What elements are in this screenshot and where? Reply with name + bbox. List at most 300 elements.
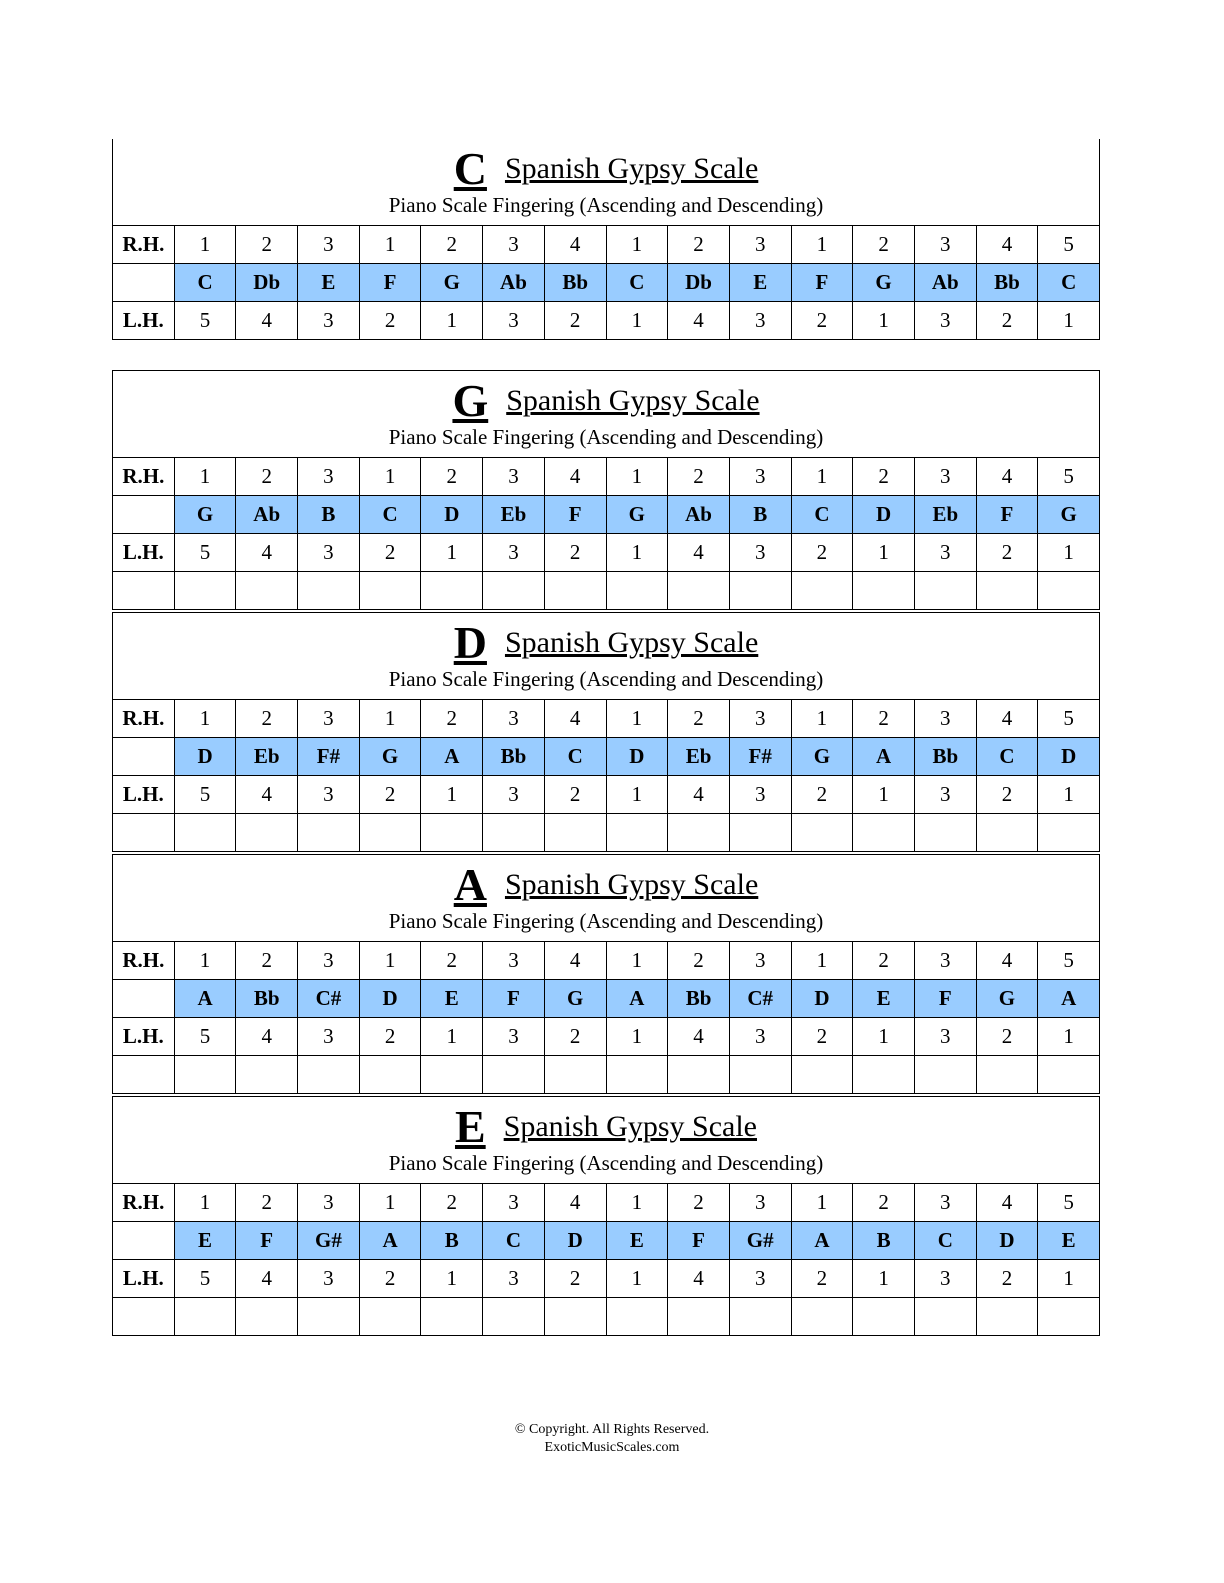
note-cell: Bb — [914, 738, 976, 776]
empty-cell — [1038, 1298, 1100, 1336]
note-cell: E — [174, 1222, 236, 1260]
rh-finger-cell: 2 — [668, 942, 730, 980]
rh-finger-cell: 2 — [853, 700, 915, 738]
empty-cell — [791, 814, 853, 852]
scale-table — [112, 1096, 1100, 1336]
rh-finger-cell: 1 — [359, 942, 421, 980]
empty-cell — [729, 1056, 791, 1094]
row-label — [113, 1056, 175, 1094]
note-cell: D — [1038, 738, 1100, 776]
empty-cell — [853, 1056, 915, 1094]
scale-name: Spanish Gypsy Scale — [504, 152, 759, 185]
note-cell: F — [791, 264, 853, 302]
rh-finger-cell: 1 — [791, 1184, 853, 1222]
empty-cell — [914, 572, 976, 610]
empty-cell — [298, 814, 360, 852]
empty-cell — [298, 1056, 360, 1094]
note-cell: Ab — [914, 264, 976, 302]
lh-finger-cell: 1 — [1038, 776, 1100, 814]
note-cell: A — [421, 738, 483, 776]
rh-finger-cell: 1 — [606, 700, 668, 738]
lh-finger-cell: 2 — [544, 302, 606, 340]
empty-cell — [236, 572, 298, 610]
rh-finger-cell: 4 — [976, 1184, 1038, 1222]
rh-finger-cell: 2 — [668, 458, 730, 496]
rh-finger-cell: 1 — [606, 458, 668, 496]
rh-finger-cell: 4 — [544, 1184, 606, 1222]
empty-cell — [421, 572, 483, 610]
row-label — [113, 496, 175, 534]
note-cell: D — [544, 1222, 606, 1260]
lh-finger-cell: 2 — [359, 1018, 421, 1056]
row-label — [113, 572, 175, 610]
rh-finger-cell: 4 — [976, 942, 1038, 980]
rh-row — [113, 458, 1100, 496]
note-cell: G — [544, 980, 606, 1018]
rh-finger-cell: 3 — [298, 700, 360, 738]
lh-finger-cell: 3 — [914, 534, 976, 572]
rh-finger-cell: 1 — [791, 942, 853, 980]
site-name: ExoticMusicScales.com — [544, 1440, 680, 1455]
lh-finger-cell: 1 — [606, 1018, 668, 1056]
empty-cell — [174, 1056, 236, 1094]
scale-subtitle: Piano Scale Fingering (Ascending and Descending) — [388, 909, 824, 933]
blank-row — [113, 1298, 1100, 1336]
scale-table — [112, 139, 1100, 340]
empty-cell — [853, 572, 915, 610]
empty-cell — [606, 1298, 668, 1336]
row-label: R.H. — [113, 942, 175, 980]
note-cell: F — [668, 1222, 730, 1260]
lh-finger-cell: 5 — [174, 302, 236, 340]
note-cell: F# — [298, 738, 360, 776]
note-cell: C — [544, 738, 606, 776]
lh-finger-cell: 1 — [853, 302, 915, 340]
lh-finger-cell: 3 — [729, 1260, 791, 1298]
rh-finger-cell: 3 — [914, 226, 976, 264]
note-cell: Bb — [976, 264, 1038, 302]
notes-row — [113, 738, 1100, 776]
note-cell: Ab — [236, 496, 298, 534]
note-cell: C — [914, 1222, 976, 1260]
empty-cell — [606, 814, 668, 852]
rh-finger-cell: 2 — [853, 226, 915, 264]
note-cell: E — [729, 264, 791, 302]
rh-finger-cell: 4 — [544, 458, 606, 496]
note-cell: F — [236, 1222, 298, 1260]
empty-cell — [174, 814, 236, 852]
note-cell: F — [976, 496, 1038, 534]
rh-finger-cell: 3 — [914, 458, 976, 496]
rh-finger-cell: 1 — [359, 700, 421, 738]
rh-finger-cell: 1 — [606, 942, 668, 980]
rh-finger-cell: 2 — [421, 1184, 483, 1222]
lh-finger-cell: 5 — [174, 776, 236, 814]
lh-row — [113, 534, 1100, 572]
lh-finger-cell: 3 — [298, 1018, 360, 1056]
rh-finger-cell: 3 — [729, 700, 791, 738]
lh-finger-cell: 2 — [791, 776, 853, 814]
lh-finger-cell: 1 — [853, 1018, 915, 1056]
lh-finger-cell: 4 — [236, 1260, 298, 1298]
note-cell: B — [853, 1222, 915, 1260]
note-cell: E — [606, 1222, 668, 1260]
blank-row — [113, 814, 1100, 852]
row-label: L.H. — [113, 534, 175, 572]
note-cell: E — [421, 980, 483, 1018]
lh-finger-cell: 1 — [421, 534, 483, 572]
rh-finger-cell: 4 — [976, 458, 1038, 496]
empty-cell — [236, 1056, 298, 1094]
rh-finger-cell: 2 — [853, 942, 915, 980]
rh-finger-cell: 3 — [483, 226, 545, 264]
rh-finger-cell: 1 — [174, 458, 236, 496]
empty-cell — [483, 1056, 545, 1094]
lh-finger-cell: 4 — [668, 1018, 730, 1056]
lh-row — [113, 776, 1100, 814]
lh-finger-cell: 4 — [236, 776, 298, 814]
rh-finger-cell: 1 — [359, 226, 421, 264]
rh-finger-cell: 1 — [791, 226, 853, 264]
scale-title-cell — [113, 613, 1100, 700]
empty-cell — [421, 1056, 483, 1094]
rh-finger-cell: 3 — [729, 226, 791, 264]
empty-cell — [791, 1056, 853, 1094]
empty-cell — [544, 814, 606, 852]
lh-finger-cell: 3 — [483, 1260, 545, 1298]
rh-finger-cell: 3 — [914, 942, 976, 980]
lh-finger-cell: 2 — [791, 1018, 853, 1056]
rh-finger-cell: 3 — [914, 700, 976, 738]
lh-finger-cell: 1 — [421, 1260, 483, 1298]
row-label — [113, 264, 175, 302]
rh-finger-cell: 4 — [976, 226, 1038, 264]
note-cell: G — [606, 496, 668, 534]
rh-finger-cell: 2 — [421, 700, 483, 738]
lh-finger-cell: 1 — [853, 1260, 915, 1298]
lh-finger-cell: 3 — [483, 1018, 545, 1056]
row-label: L.H. — [113, 1018, 175, 1056]
rh-finger-cell: 1 — [174, 942, 236, 980]
note-cell: G — [853, 264, 915, 302]
notes-row — [113, 980, 1100, 1018]
scale-key: D — [453, 617, 487, 668]
lh-finger-cell: 2 — [791, 302, 853, 340]
empty-cell — [976, 814, 1038, 852]
lh-finger-cell: 3 — [729, 534, 791, 572]
lh-finger-cell: 2 — [359, 302, 421, 340]
empty-cell — [914, 814, 976, 852]
note-cell: Eb — [236, 738, 298, 776]
rh-finger-cell: 3 — [729, 1184, 791, 1222]
rh-finger-cell: 3 — [483, 942, 545, 980]
note-cell: C — [359, 496, 421, 534]
empty-cell — [359, 1298, 421, 1336]
lh-finger-cell: 1 — [1038, 1018, 1100, 1056]
scale-subtitle: Piano Scale Fingering (Ascending and Descending) — [388, 667, 824, 691]
row-label: L.H. — [113, 1260, 175, 1298]
note-cell: A — [1038, 980, 1100, 1018]
lh-finger-cell: 1 — [1038, 302, 1100, 340]
note-cell: B — [421, 1222, 483, 1260]
scale-title-cell — [113, 1097, 1100, 1184]
scale-table — [112, 854, 1100, 1094]
empty-cell — [1038, 1056, 1100, 1094]
rh-finger-cell: 2 — [853, 1184, 915, 1222]
notes-row — [113, 496, 1100, 534]
empty-cell — [174, 572, 236, 610]
note-cell: A — [606, 980, 668, 1018]
lh-finger-cell: 1 — [606, 302, 668, 340]
empty-cell — [606, 572, 668, 610]
scale-subtitle: Piano Scale Fingering (Ascending and Descending) — [388, 193, 824, 217]
scale-table — [112, 370, 1100, 610]
note-cell: C — [483, 1222, 545, 1260]
empty-cell — [668, 814, 730, 852]
lh-finger-cell: 4 — [236, 534, 298, 572]
scale-key: E — [454, 1101, 486, 1152]
row-label: L.H. — [113, 302, 175, 340]
rh-finger-cell: 5 — [1038, 226, 1100, 264]
empty-cell — [729, 1298, 791, 1336]
lh-finger-cell: 1 — [606, 776, 668, 814]
rh-finger-cell: 5 — [1038, 458, 1100, 496]
empty-cell — [544, 572, 606, 610]
note-cell: D — [174, 738, 236, 776]
rh-finger-cell: 2 — [668, 700, 730, 738]
row-label — [113, 1222, 175, 1260]
rh-finger-cell: 3 — [483, 700, 545, 738]
note-cell: F# — [729, 738, 791, 776]
lh-finger-cell: 1 — [1038, 1260, 1100, 1298]
row-label: R.H. — [113, 458, 175, 496]
lh-finger-cell: 2 — [976, 1260, 1038, 1298]
empty-cell — [976, 1056, 1038, 1094]
empty-cell — [421, 1298, 483, 1336]
empty-cell — [668, 572, 730, 610]
lh-finger-cell: 1 — [606, 1260, 668, 1298]
notes-row — [113, 264, 1100, 302]
note-cell: D — [853, 496, 915, 534]
lh-finger-cell: 1 — [853, 776, 915, 814]
lh-finger-cell: 1 — [1038, 534, 1100, 572]
note-cell: B — [729, 496, 791, 534]
rh-finger-cell: 2 — [421, 458, 483, 496]
empty-cell — [359, 572, 421, 610]
lh-finger-cell: 3 — [729, 302, 791, 340]
lh-finger-cell: 2 — [976, 776, 1038, 814]
empty-cell — [729, 814, 791, 852]
lh-finger-cell: 2 — [544, 776, 606, 814]
note-cell: G — [421, 264, 483, 302]
lh-finger-cell: 5 — [174, 534, 236, 572]
empty-cell — [236, 1298, 298, 1336]
rh-finger-cell: 3 — [298, 226, 360, 264]
lh-finger-cell: 3 — [729, 1018, 791, 1056]
row-label: R.H. — [113, 226, 175, 264]
lh-row — [113, 1018, 1100, 1056]
rh-finger-cell: 2 — [668, 1184, 730, 1222]
rh-finger-cell: 2 — [421, 226, 483, 264]
scale-name: Spanish Gypsy Scale — [503, 1110, 757, 1143]
rh-finger-cell: 2 — [236, 458, 298, 496]
empty-cell — [914, 1298, 976, 1336]
empty-cell — [483, 814, 545, 852]
lh-finger-cell: 3 — [483, 302, 545, 340]
lh-finger-cell: 2 — [791, 534, 853, 572]
lh-finger-cell: 4 — [668, 776, 730, 814]
rh-finger-cell: 2 — [236, 700, 298, 738]
rh-finger-cell: 4 — [544, 226, 606, 264]
lh-finger-cell: 2 — [544, 1018, 606, 1056]
empty-cell — [606, 1056, 668, 1094]
note-cell: A — [791, 1222, 853, 1260]
rh-finger-cell: 1 — [174, 1184, 236, 1222]
note-cell: D — [359, 980, 421, 1018]
rh-row — [113, 700, 1100, 738]
note-cell: D — [791, 980, 853, 1018]
lh-finger-cell: 2 — [976, 1018, 1038, 1056]
empty-cell — [544, 1298, 606, 1336]
note-cell: F — [914, 980, 976, 1018]
copyright-text: © Copyright. All Rights Reserved. — [514, 1422, 710, 1437]
scale-table — [112, 612, 1100, 852]
rh-finger-cell: 5 — [1038, 1184, 1100, 1222]
empty-cell — [174, 1298, 236, 1336]
note-cell: Bb — [668, 980, 730, 1018]
row-label — [113, 814, 175, 852]
scale-title-cell — [113, 139, 1100, 226]
lh-finger-cell: 5 — [174, 1018, 236, 1056]
rh-finger-cell: 1 — [359, 458, 421, 496]
note-cell: C — [174, 264, 236, 302]
lh-row — [113, 302, 1100, 340]
note-cell: E — [298, 264, 360, 302]
lh-finger-cell: 3 — [914, 1260, 976, 1298]
rh-finger-cell: 3 — [298, 458, 360, 496]
lh-finger-cell: 1 — [606, 534, 668, 572]
note-cell: D — [976, 1222, 1038, 1260]
rh-finger-cell: 3 — [298, 942, 360, 980]
note-cell: A — [853, 738, 915, 776]
rh-finger-cell: 5 — [1038, 942, 1100, 980]
rh-finger-cell: 1 — [791, 458, 853, 496]
rh-finger-cell: 1 — [606, 226, 668, 264]
empty-cell — [483, 1298, 545, 1336]
lh-finger-cell: 4 — [668, 1260, 730, 1298]
row-label: R.H. — [113, 1184, 175, 1222]
note-cell: G — [1038, 496, 1100, 534]
rh-finger-cell: 3 — [914, 1184, 976, 1222]
note-cell: A — [174, 980, 236, 1018]
rh-finger-cell: 3 — [483, 458, 545, 496]
rh-finger-cell: 2 — [236, 226, 298, 264]
note-cell: Ab — [668, 496, 730, 534]
rh-finger-cell: 1 — [359, 1184, 421, 1222]
empty-cell — [483, 572, 545, 610]
lh-finger-cell: 3 — [298, 776, 360, 814]
scale-subtitle: Piano Scale Fingering (Ascending and Descending) — [388, 425, 824, 449]
empty-cell — [359, 814, 421, 852]
empty-cell — [298, 572, 360, 610]
rh-row — [113, 942, 1100, 980]
lh-finger-cell: 3 — [914, 1018, 976, 1056]
lh-finger-cell: 3 — [483, 534, 545, 572]
lh-finger-cell: 2 — [544, 534, 606, 572]
note-cell: F — [483, 980, 545, 1018]
lh-finger-cell: 3 — [914, 302, 976, 340]
note-cell: G# — [298, 1222, 360, 1260]
blank-row — [113, 1056, 1100, 1094]
lh-finger-cell: 3 — [483, 776, 545, 814]
note-cell: E — [1038, 1222, 1100, 1260]
scale-title-cell — [113, 371, 1100, 458]
note-cell: C — [976, 738, 1038, 776]
rh-finger-cell: 3 — [298, 1184, 360, 1222]
note-cell: C# — [729, 980, 791, 1018]
empty-cell — [791, 1298, 853, 1336]
note-cell: Eb — [668, 738, 730, 776]
note-cell: Db — [236, 264, 298, 302]
empty-cell — [853, 1298, 915, 1336]
lh-finger-cell: 5 — [174, 1260, 236, 1298]
rh-finger-cell: 4 — [976, 700, 1038, 738]
scale-name: Spanish Gypsy Scale — [504, 626, 759, 659]
lh-finger-cell: 4 — [668, 534, 730, 572]
note-cell: D — [421, 496, 483, 534]
rh-finger-cell: 2 — [236, 942, 298, 980]
note-cell: Db — [668, 264, 730, 302]
note-cell: Eb — [914, 496, 976, 534]
empty-cell — [1038, 572, 1100, 610]
lh-finger-cell: 2 — [359, 776, 421, 814]
lh-finger-cell: 3 — [914, 776, 976, 814]
lh-finger-cell: 2 — [976, 302, 1038, 340]
lh-finger-cell: 3 — [298, 1260, 360, 1298]
note-cell: G — [791, 738, 853, 776]
note-cell: C — [1038, 264, 1100, 302]
row-label: R.H. — [113, 700, 175, 738]
lh-finger-cell: 2 — [544, 1260, 606, 1298]
row-label — [113, 1298, 175, 1336]
note-cell: F — [359, 264, 421, 302]
note-cell: E — [853, 980, 915, 1018]
rh-finger-cell: 2 — [236, 1184, 298, 1222]
note-cell: B — [298, 496, 360, 534]
scale-key: A — [453, 859, 487, 910]
lh-finger-cell: 3 — [729, 776, 791, 814]
row-label — [113, 738, 175, 776]
note-cell: C — [791, 496, 853, 534]
scale-name: Spanish Gypsy Scale — [506, 384, 760, 417]
rh-finger-cell: 2 — [421, 942, 483, 980]
rh-finger-cell: 4 — [544, 942, 606, 980]
rh-finger-cell: 5 — [1038, 700, 1100, 738]
rh-finger-cell: 1 — [791, 700, 853, 738]
lh-finger-cell: 1 — [421, 302, 483, 340]
blank-row — [113, 572, 1100, 610]
note-cell: A — [359, 1222, 421, 1260]
rh-finger-cell: 4 — [544, 700, 606, 738]
lh-finger-cell: 2 — [359, 1260, 421, 1298]
note-cell: Bb — [544, 264, 606, 302]
scale-name: Spanish Gypsy Scale — [504, 868, 759, 901]
scale-subtitle: Piano Scale Fingering (Ascending and Descending) — [388, 1151, 824, 1175]
row-label — [113, 980, 175, 1018]
lh-finger-cell: 4 — [668, 302, 730, 340]
note-cell: Bb — [236, 980, 298, 1018]
note-cell: G — [359, 738, 421, 776]
